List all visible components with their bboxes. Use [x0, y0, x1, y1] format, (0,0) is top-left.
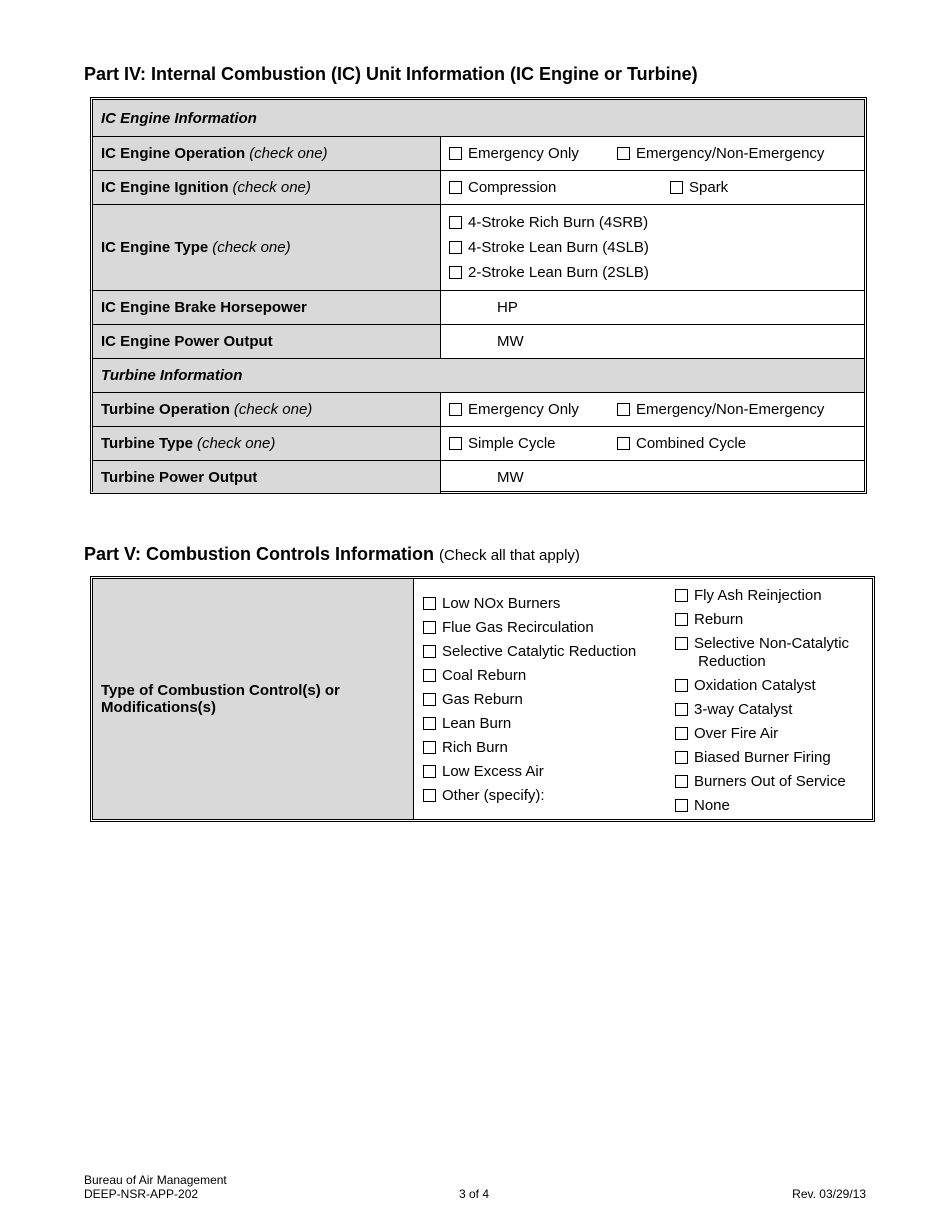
combustion-control-label: Type of Combustion Control(s) or Modifications(s) [93, 579, 414, 819]
checkbox[interactable] [675, 751, 688, 764]
checkbox[interactable] [617, 403, 630, 416]
checkbox[interactable] [449, 403, 462, 416]
footer-bureau: Bureau of Air Management [84, 1173, 227, 1187]
ic-bhp-input[interactable] [441, 291, 864, 324]
control-3-way-catalyst[interactable]: 3-way Catalyst [675, 701, 872, 725]
control-none[interactable]: None [675, 797, 872, 821]
turbine-operation-emergency-non-emergency[interactable]: Emergency/Non-Emergency [617, 401, 824, 418]
ic-ignition-compression[interactable]: Compression [449, 179, 670, 196]
checkbox[interactable] [675, 727, 688, 740]
row-ic-power [93, 324, 864, 358]
part5-note: (Check all that apply) [439, 547, 580, 564]
part4-title: Part IV: Internal Combustion (IC) Unit Information (IC Engine or Turbine) [84, 64, 698, 84]
ic-ignition-spark[interactable]: Spark [670, 179, 728, 196]
checkbox[interactable] [423, 717, 436, 730]
control-coal-reburn[interactable]: Coal Reburn [423, 667, 666, 691]
ic-operation-emergency-only[interactable]: Emergency Only [449, 145, 617, 162]
ic-type-label: IC Engine Type [101, 239, 209, 256]
control-gas-reburn[interactable]: Gas Reburn [423, 691, 666, 715]
checkbox[interactable] [675, 613, 688, 626]
part5-title: Part V: Combustion Controls Information (Check all that apply) [84, 544, 580, 564]
checkbox[interactable] [423, 741, 436, 754]
ic-ignition-note: (check one) [232, 179, 311, 196]
checkbox[interactable] [675, 775, 688, 788]
checkbox[interactable] [670, 181, 683, 194]
footer-form-id: DEEP-NSR-APP-202 [84, 1187, 199, 1201]
turbine-power-label: Turbine Power Output [101, 468, 258, 486]
turbine-type-simple-cycle[interactable]: Simple Cycle [449, 435, 617, 452]
turbine-operation-emergency-only[interactable]: Emergency Only [449, 401, 617, 418]
checkbox[interactable] [675, 799, 688, 812]
ic-bhp-label: IC Engine Brake Horsepower [101, 299, 307, 316]
footer-page-number: 3 of 4 [459, 1187, 490, 1201]
control-scr[interactable]: Selective Catalytic Reduction [423, 643, 666, 667]
part5-table [90, 576, 875, 822]
checkbox[interactable] [423, 621, 436, 634]
turbine-operation-label: Turbine Operation [101, 401, 230, 418]
controls-column-2 [666, 579, 872, 819]
ic-power-input[interactable] [441, 325, 864, 358]
ic-operation-note: (check one) [249, 145, 328, 162]
ic-type-4slb[interactable]: 4-Stroke Lean Burn (4SLB) [449, 239, 649, 256]
checkbox[interactable] [449, 216, 462, 229]
row-ic-bhp [93, 290, 864, 324]
checkbox[interactable] [675, 637, 688, 650]
turbine-type-note: (check one) [196, 435, 276, 452]
checkbox[interactable] [423, 765, 436, 778]
footer-left [84, 1173, 227, 1201]
ic-power-label: IC Engine Power Output [101, 333, 273, 350]
checkbox[interactable] [423, 789, 436, 802]
checkbox[interactable] [617, 437, 630, 450]
ic-operation-label: IC Engine Operation [101, 145, 246, 162]
turbine-header-text: Turbine Information [101, 367, 243, 384]
footer-revision: Rev. 03/29/13 [792, 1187, 866, 1201]
ic-engine-header-text: IC Engine Information [101, 109, 257, 127]
control-sncr[interactable]: Selective Non-Catalytic Reduction [675, 635, 872, 677]
ic-engine-header [93, 100, 864, 136]
checkbox[interactable] [423, 645, 436, 658]
checkbox[interactable] [675, 703, 688, 716]
turbine-power-input[interactable] [441, 461, 864, 493]
turbine-header [93, 358, 864, 392]
checkbox[interactable] [449, 181, 462, 194]
checkbox[interactable] [675, 589, 688, 602]
row-ic-operation [93, 136, 864, 170]
control-rich-burn[interactable]: Rich Burn [423, 739, 666, 763]
control-other[interactable]: Other (specify): [423, 787, 666, 811]
control-flue-gas-recirculation[interactable]: Flue Gas Recirculation [423, 619, 666, 643]
row-turbine-power [93, 460, 864, 493]
ic-bhp-unit: HP [497, 299, 518, 316]
row-turbine-operation [93, 392, 864, 426]
checkbox[interactable] [423, 693, 436, 706]
turbine-type-combined-cycle[interactable]: Combined Cycle [617, 435, 746, 452]
control-biased-burner-firing[interactable]: Biased Burner Firing [675, 749, 872, 773]
turbine-power-unit: MW [497, 468, 524, 486]
row-ic-ignition [93, 170, 864, 204]
ic-type-2slb[interactable]: 2-Stroke Lean Burn (2SLB) [449, 264, 649, 281]
turbine-type-label: Turbine Type [101, 435, 193, 452]
control-low-nox-burners[interactable]: Low NOx Burners [423, 595, 666, 619]
ic-type-4srb[interactable]: 4-Stroke Rich Burn (4SRB) [449, 214, 648, 231]
row-turbine-type [93, 426, 864, 460]
ic-type-note: (check one) [212, 239, 291, 256]
control-fly-ash-reinjection[interactable]: Fly Ash Reinjection [675, 587, 872, 611]
control-burners-out-of-service[interactable]: Burners Out of Service [675, 773, 872, 797]
checkbox[interactable] [449, 241, 462, 254]
ic-power-unit: MW [497, 333, 524, 350]
control-reburn[interactable]: Reburn [675, 611, 872, 635]
checkbox[interactable] [449, 266, 462, 279]
checkbox[interactable] [675, 679, 688, 692]
row-ic-type [93, 204, 864, 290]
control-oxidation-catalyst[interactable]: Oxidation Catalyst [675, 677, 872, 701]
control-lean-burn[interactable]: Lean Burn [423, 715, 666, 739]
part4-table [90, 97, 867, 494]
controls-column-1 [414, 579, 666, 819]
control-over-fire-air[interactable]: Over Fire Air [675, 725, 872, 749]
checkbox[interactable] [617, 147, 630, 160]
checkbox[interactable] [423, 597, 436, 610]
ic-ignition-label: IC Engine Ignition [101, 179, 229, 196]
checkbox[interactable] [449, 437, 462, 450]
turbine-operation-note: (check one) [233, 401, 313, 418]
control-low-excess-air[interactable]: Low Excess Air [423, 763, 666, 787]
ic-operation-emergency-non-emergency[interactable]: Emergency/Non-Emergency [617, 145, 824, 162]
checkbox[interactable] [449, 147, 462, 160]
checkbox[interactable] [423, 669, 436, 682]
